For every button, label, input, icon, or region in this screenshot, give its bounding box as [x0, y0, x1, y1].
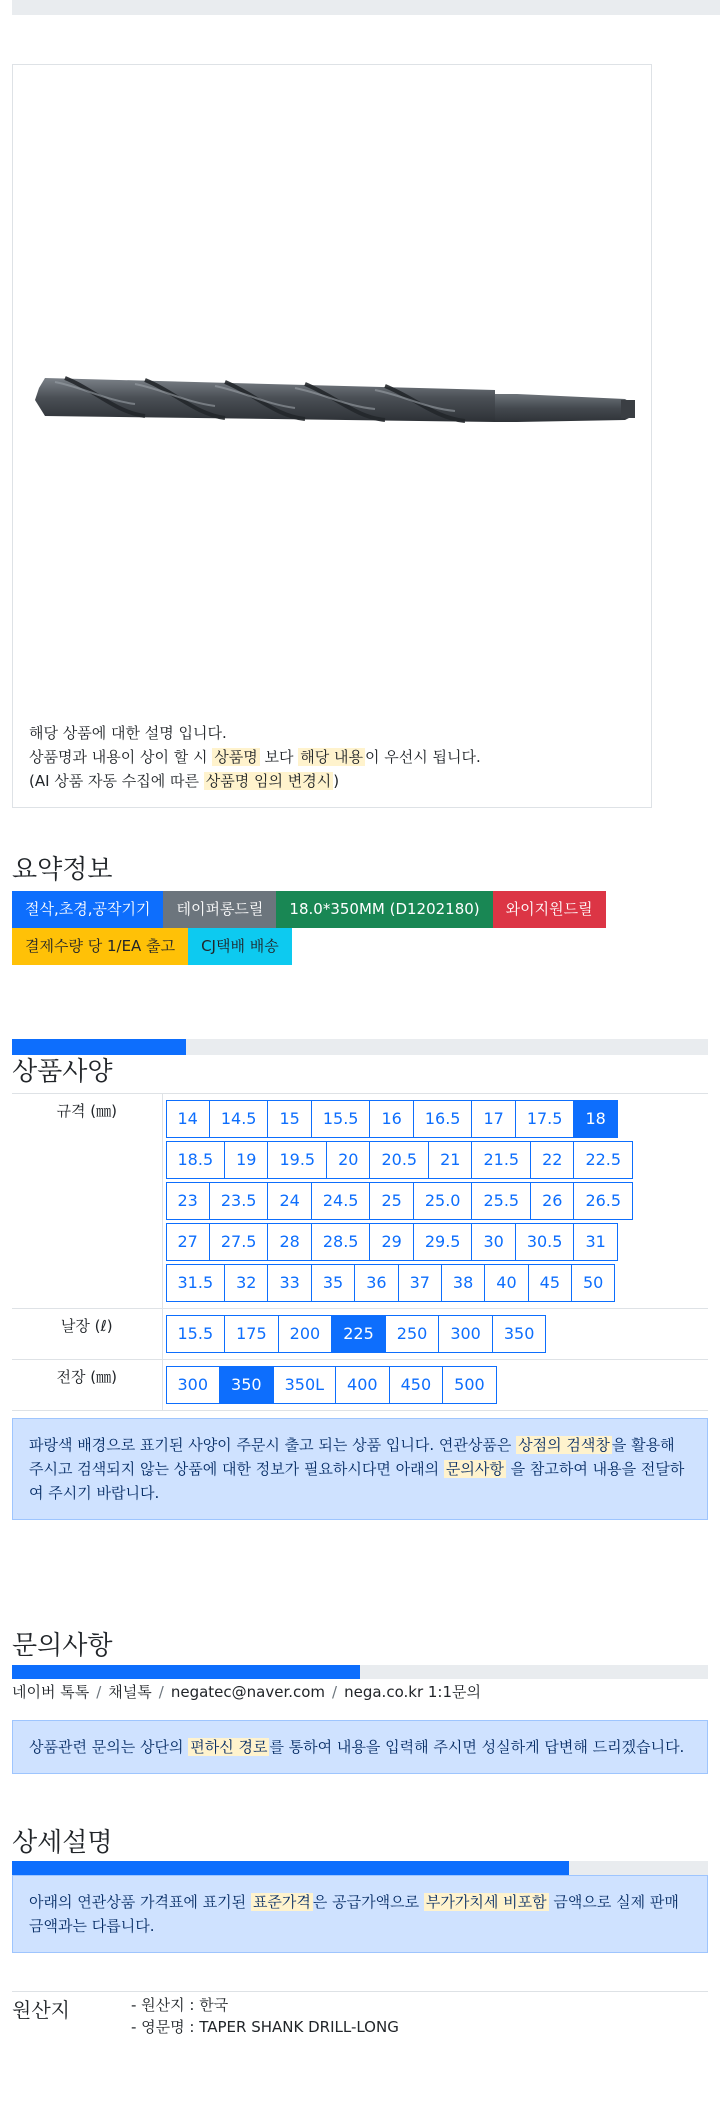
- highlight-standard-price: 표준가격: [252, 1893, 311, 1911]
- highlight-route: 편하신 경로: [190, 1738, 268, 1756]
- spec-option[interactable]: 32: [224, 1264, 268, 1302]
- detail-title: 상세설명: [12, 1828, 113, 1858]
- highlight-search: 상점의 검색창: [518, 1436, 610, 1454]
- summary-badges: [12, 891, 652, 965]
- spec-option[interactable]: 28: [267, 1223, 311, 1261]
- origin-values: [131, 1992, 399, 2038]
- spec-option[interactable]: 22: [530, 1141, 574, 1179]
- spec-option[interactable]: 19: [224, 1141, 268, 1179]
- link-separator: /: [96, 1683, 102, 1701]
- top-bar: [12, 0, 720, 15]
- spec-option[interactable]: 36: [354, 1264, 398, 1302]
- detail-notice: 아래의 연관상품 가격표에 표기된 표준가격 은 공급가액으로 부가가치세 비포함 금액으로 실제 판매금액과는 다릅니다.: [12, 1875, 708, 1953]
- spec-option[interactable]: 28.5: [311, 1223, 371, 1261]
- page: [12, 0, 720, 2038]
- spec-progress: [12, 1039, 708, 1055]
- link-channel-talk[interactable]: 채널톡: [108, 1683, 152, 1701]
- spec-option[interactable]: 250: [385, 1315, 440, 1353]
- spec-option[interactable]: 40: [484, 1264, 528, 1302]
- spec-options-size: [162, 1094, 708, 1309]
- spec-row-flute: [12, 1309, 708, 1360]
- spec-option[interactable]: 400: [335, 1366, 390, 1404]
- spec-option[interactable]: 23.5: [209, 1182, 269, 1220]
- spec-option[interactable]: 29: [369, 1223, 413, 1261]
- spec-option[interactable]: 350: [219, 1366, 274, 1404]
- spec-option[interactable]: 300: [438, 1315, 493, 1353]
- origin-label: 원산지: [12, 1998, 70, 2022]
- link-naver-talk[interactable]: 네이버 톡톡: [12, 1683, 90, 1701]
- badge-shipping: CJ택배 배송: [188, 928, 292, 965]
- spec-options-flute: [162, 1309, 708, 1360]
- spec-option[interactable]: 21.5: [471, 1141, 531, 1179]
- spec-label-flute: 날장 (ℓ): [12, 1309, 162, 1360]
- spec-option[interactable]: 35: [311, 1264, 355, 1302]
- spec-label-size: 규격 (㎜): [12, 1094, 162, 1309]
- inquiry-progress-fill: [12, 1665, 360, 1679]
- spec-option[interactable]: 14: [166, 1100, 210, 1138]
- badge-model[interactable]: 18.0*350MM (D1202180): [276, 891, 492, 928]
- spec-option[interactable]: 26.5: [573, 1182, 633, 1220]
- spec-option[interactable]: 450: [389, 1366, 444, 1404]
- highlight-vat-excluded: 부가가치세 비포함: [425, 1893, 547, 1911]
- inquiry-notice: 상품관련 문의는 상단의 편하신 경로 를 통하여 내용을 입력해 주시면 성실하게 답변해 드리겠습니다.: [12, 1720, 708, 1774]
- badge-quantity: 결제수량 당 1/EA 출고: [12, 928, 188, 965]
- link-site-inquiry[interactable]: nega.co.kr 1:1문의: [344, 1683, 481, 1701]
- spec-table: [12, 1093, 708, 1411]
- spec-row-length: [12, 1360, 708, 1411]
- spec-option[interactable]: 16.5: [413, 1100, 473, 1138]
- origin-country: - 원산지 : 한국: [131, 1996, 229, 2014]
- spec-option[interactable]: 45: [528, 1264, 572, 1302]
- summary-title: 요약정보: [12, 855, 113, 885]
- spec-option[interactable]: 25: [369, 1182, 413, 1220]
- spec-options-length: [162, 1360, 708, 1411]
- spec-option[interactable]: 37: [398, 1264, 442, 1302]
- note-line-1: 해당 상품에 대한 설명 입니다.: [29, 724, 227, 742]
- spec-option[interactable]: 17.5: [515, 1100, 575, 1138]
- spec-option[interactable]: 15: [267, 1100, 311, 1138]
- spec-option[interactable]: 19.5: [267, 1141, 327, 1179]
- spec-option[interactable]: 33: [267, 1264, 311, 1302]
- spec-option[interactable]: 38: [441, 1264, 485, 1302]
- spec-option[interactable]: 29.5: [413, 1223, 473, 1261]
- spec-option[interactable]: 31: [573, 1223, 617, 1261]
- spec-option[interactable]: 16: [369, 1100, 413, 1138]
- spec-option[interactable]: 31.5: [166, 1264, 226, 1302]
- badge-category[interactable]: 절삭,초경,공작기기: [12, 891, 163, 928]
- note-line-3: (AI 상품 자동 수집에 따른 상품명 임의 변경시 ): [29, 772, 340, 790]
- spec-option[interactable]: 500: [442, 1366, 497, 1404]
- spec-option[interactable]: 14.5: [209, 1100, 269, 1138]
- spec-option[interactable]: 26: [530, 1182, 574, 1220]
- spec-option[interactable]: 30.5: [515, 1223, 575, 1261]
- product-image-card: [12, 64, 652, 808]
- note-line-2: 상품명과 내용이 상이 할 시 상품명 보다 해당 내용 이 우선시 됩니다.: [29, 748, 481, 766]
- spec-option[interactable]: 27: [166, 1223, 210, 1261]
- spec-notice: 파랑색 배경으로 표기된 사양이 주문시 출고 되는 상품 입니다. 연관상품은 상점의 검색창 을 활용해 주시고 검색되지 않는 상품에 대한 정보가 필요하시다면 아래의 문의사항 을 참고하여 내용을 전달하여 주시기 바랍니다.: [12, 1418, 708, 1520]
- badge-brand[interactable]: 와이지원드릴: [493, 891, 606, 928]
- inquiry-progress: [12, 1665, 708, 1679]
- spec-option[interactable]: 300: [166, 1366, 221, 1404]
- highlight-product-name: 상품명: [214, 748, 258, 766]
- inquiry-title: 문의사항: [12, 1631, 113, 1661]
- highlight-inquiry: 문의사항: [445, 1460, 504, 1478]
- spec-label-length: 전장 (㎜): [12, 1360, 162, 1411]
- spec-option[interactable]: 24: [267, 1182, 311, 1220]
- detail-progress-fill: [12, 1861, 569, 1875]
- spec-row-size: [12, 1094, 708, 1309]
- spec-option[interactable]: 225: [331, 1315, 386, 1353]
- spec-option[interactable]: 17: [471, 1100, 515, 1138]
- spec-option[interactable]: 21: [428, 1141, 472, 1179]
- spec-progress-fill: [12, 1039, 186, 1055]
- detail-progress: [12, 1861, 708, 1875]
- spec-option[interactable]: 25.5: [471, 1182, 531, 1220]
- spec-option[interactable]: 15.5: [311, 1100, 371, 1138]
- highlight-content: 해당 내용: [300, 748, 363, 766]
- link-email[interactable]: negatec@naver.com: [170, 1683, 326, 1701]
- spec-option[interactable]: 27.5: [209, 1223, 269, 1261]
- highlight-name-change: 상품명 임의 변경시: [205, 772, 332, 790]
- badge-product-type[interactable]: 테이퍼롱드릴: [163, 891, 276, 928]
- spec-option[interactable]: 25.0: [413, 1182, 473, 1220]
- spec-option[interactable]: 24.5: [311, 1182, 371, 1220]
- spec-option[interactable]: 15.5: [166, 1315, 226, 1353]
- spec-option[interactable]: 350L: [273, 1366, 336, 1404]
- link-separator: /: [158, 1683, 164, 1701]
- spec-option[interactable]: 30: [471, 1223, 515, 1261]
- origin-section: [12, 1991, 708, 2038]
- spec-option[interactable]: 20: [326, 1141, 370, 1179]
- spec-option[interactable]: 22.5: [573, 1141, 633, 1179]
- spec-option[interactable]: 18.5: [166, 1141, 226, 1179]
- spec-option[interactable]: 18: [573, 1100, 617, 1138]
- spec-option[interactable]: 200: [278, 1315, 333, 1353]
- spec-option[interactable]: 23: [166, 1182, 210, 1220]
- spec-option[interactable]: 20.5: [369, 1141, 429, 1179]
- drill-image: [25, 320, 645, 460]
- inquiry-links: [12, 1681, 720, 1703]
- link-separator: /: [332, 1683, 338, 1701]
- spec-option[interactable]: 175: [224, 1315, 279, 1353]
- spec-title: 상품사양: [12, 1057, 113, 1087]
- spec-option[interactable]: 350: [492, 1315, 547, 1353]
- spec-option[interactable]: 50: [571, 1264, 615, 1302]
- origin-english-name: - 영문명 : TAPER SHANK DRILL-LONG: [131, 2018, 399, 2036]
- product-notes: [29, 721, 481, 793]
